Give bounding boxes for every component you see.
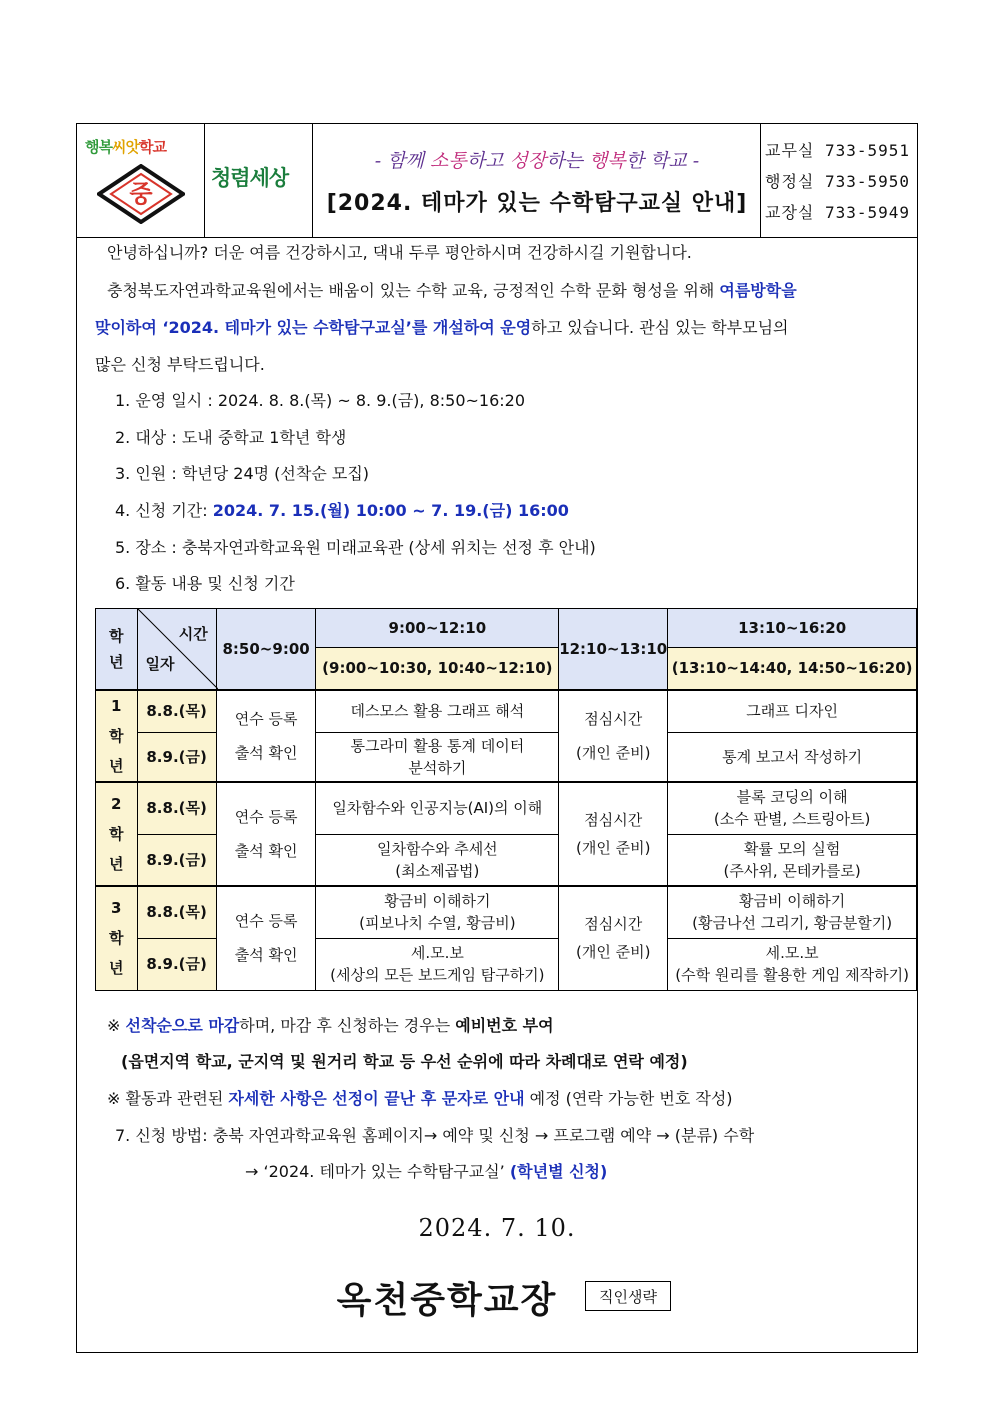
- item-application-method: 7. 신청 방법: 충북 자연과학교육원 홈페이지→ 예약 및 신청 → 프로그램 예약 → (분류) 수학: [115, 1126, 755, 1145]
- school-logo: [77, 124, 205, 237]
- header-time-date: [137, 609, 216, 691]
- integrity-logo-text: 청렴세상: [211, 166, 289, 190]
- date-cell: 8.8.(목): [137, 690, 216, 732]
- phone-directory: [761, 124, 917, 237]
- grade-2-label: 2 학 년: [96, 782, 138, 886]
- lunch-cell: 점심시간 (개인 준비): [559, 690, 668, 782]
- date-cell: 8.9.(금): [137, 834, 216, 886]
- activity-schedule-table: [95, 608, 917, 991]
- table-row: [96, 782, 917, 834]
- integrity-logo: [205, 124, 313, 237]
- intro-line-2: 맞이하여 ‘2024. 테마가 있는 수학탐구교실’를 개설하여 운영하고 있습니다. 관심 있는 학부모님의: [95, 318, 789, 337]
- lunch-cell: 점심시간 (개인 준비): [559, 782, 668, 886]
- school-seal-icon: [97, 164, 185, 224]
- activity-cell: 일차함수와 인공지능(AI)의 이해: [316, 782, 559, 834]
- phone-academic: 교무실 733-5951: [765, 141, 911, 160]
- letterhead: [77, 124, 917, 238]
- activity-cell: 황금비 이해하기 (피보나치 수열, 황금비): [316, 886, 559, 938]
- table-header-row: [96, 609, 917, 648]
- diagonal-divider: [138, 609, 218, 689]
- grade-1-label: 1 학 년: [96, 690, 138, 782]
- activity-cell: 확률 모의 실험 (주사위, 몬테카를로): [668, 834, 917, 886]
- header-time: 시간: [178, 625, 208, 643]
- activity-cell: 그래프 디자인: [668, 690, 917, 732]
- header-afternoon-sessions: (13:10~14:40, 14:50~16:20): [668, 647, 917, 690]
- registration-cell: 연수 등록 출석 확인: [216, 690, 316, 782]
- phone-principal: 교장실 733-5949: [765, 203, 911, 222]
- activity-cell: 블록 코딩의 이해 (소수 판별, 스트링아트): [668, 782, 917, 834]
- issue-date: 2024. 7. 10.: [418, 1214, 576, 1242]
- note-first-come: ※ 선착순으로 마감하며, 마감 후 신청하는 경우는 예비번호 부여: [107, 1016, 554, 1035]
- table-row: [96, 690, 917, 732]
- activity-cell: 데스모스 활용 그래프 해석: [316, 690, 559, 732]
- note-priority: (읍면지역 학교, 군지역 및 원거리 학교 등 우선 순위에 따라 차례대로 연락 예정): [121, 1052, 688, 1071]
- activity-cell: 일차함수와 추세선 (최소제곱법): [316, 834, 559, 886]
- activity-cell: 황금비 이해하기 (황금나선 그리기, 황금분할기): [668, 886, 917, 938]
- activity-cell: 통계 보고서 작성하기: [668, 732, 917, 782]
- greeting: 안녕하십니까? 더운 여름 건강하시고, 댁내 두루 평안하시며 건강하시길 기원합니다.: [107, 243, 692, 262]
- date-cell: 8.9.(금): [137, 732, 216, 782]
- header-morning-sessions: (9:00~10:30, 10:40~12:10): [316, 647, 559, 690]
- date-cell: 8.8.(목): [137, 782, 216, 834]
- item-activities: 6. 활동 내용 및 신청 기간: [115, 574, 295, 593]
- header-col-lunch: 12:10~13:10: [559, 609, 668, 691]
- intro-line-3: 많은 신청 부탁드립니다.: [95, 355, 265, 374]
- grade-3-label: 3 학 년: [96, 886, 138, 990]
- header-col-850: 8:50~9:00: [216, 609, 316, 691]
- document-title: [2024. 테마가 있는 수학탐구교실 안내]: [326, 191, 748, 216]
- activity-cell: 세.모.보 (세상의 모든 보드게임 탐구하기): [316, 938, 559, 990]
- activity-cell: 세.모.보 (수학 원리를 활용한 게임 제작하기): [668, 938, 917, 990]
- item-application-method-cont: → ‘2024. 테마가 있는 수학탐구교실’ (학년별 신청): [245, 1162, 608, 1181]
- title-block: [313, 124, 761, 237]
- svg-text:중: 중: [129, 180, 153, 208]
- header-col-afternoon: 13:10~16:20: [668, 609, 917, 648]
- date-cell: 8.9.(금): [137, 938, 216, 990]
- phone-admin: 행정실 733-5950: [765, 172, 911, 191]
- item-target: 2. 대상 : 도내 중학교 1학년 학생: [115, 428, 347, 447]
- lunch-cell: 점심시간 (개인 준비): [559, 886, 668, 990]
- registration-cell: 연수 등록 출석 확인: [216, 886, 316, 990]
- document-frame: [76, 123, 918, 1353]
- intro-line-1: 충청북도자연과학교육원에서는 배움이 있는 수학 교육, 긍정적인 수학 문화 형성을 위해 여름방학을: [107, 281, 797, 300]
- registration-cell: 연수 등록 출석 확인: [216, 782, 316, 886]
- item-schedule: 1. 운영 일시 : 2024. 8. 8.(목) ~ 8. 9.(금), 8:50~16:20: [115, 391, 526, 410]
- header-date: 일자: [145, 655, 175, 673]
- date-cell: 8.8.(목): [137, 886, 216, 938]
- happy-seed-school-logo: 행복씨앗학교: [85, 138, 166, 156]
- activity-cell: 통그라미 활용 통계 데이터 분석하기: [316, 732, 559, 782]
- principal-signature: 옥천중학교장: [336, 1280, 558, 1321]
- note-details: ※ 활동과 관련된 자세한 사항은 선정이 끝난 후 문자로 안내 예정 (연락 가능한 번호 작성): [107, 1089, 733, 1108]
- item-location: 5. 장소 : 충북자연과학교육원 미래교육관 (상세 위치는 선정 후 안내): [115, 538, 596, 557]
- school-slogan: - 함께 소통하고 성장하는 행복한 학교 -: [374, 150, 700, 172]
- table-row: [96, 886, 917, 938]
- item-capacity: 3. 인원 : 학년당 24명 (선착순 모집): [115, 464, 370, 483]
- seal-omitted-stamp: 직인생략: [585, 1281, 671, 1311]
- header-col-morning: 9:00~12:10: [316, 609, 559, 648]
- header-grade: 학년: [96, 609, 138, 691]
- item-application-period: 4. 신청 기간: 2024. 7. 15.(월) 10:00 ~ 7. 19.(금) 16:00: [115, 501, 569, 520]
